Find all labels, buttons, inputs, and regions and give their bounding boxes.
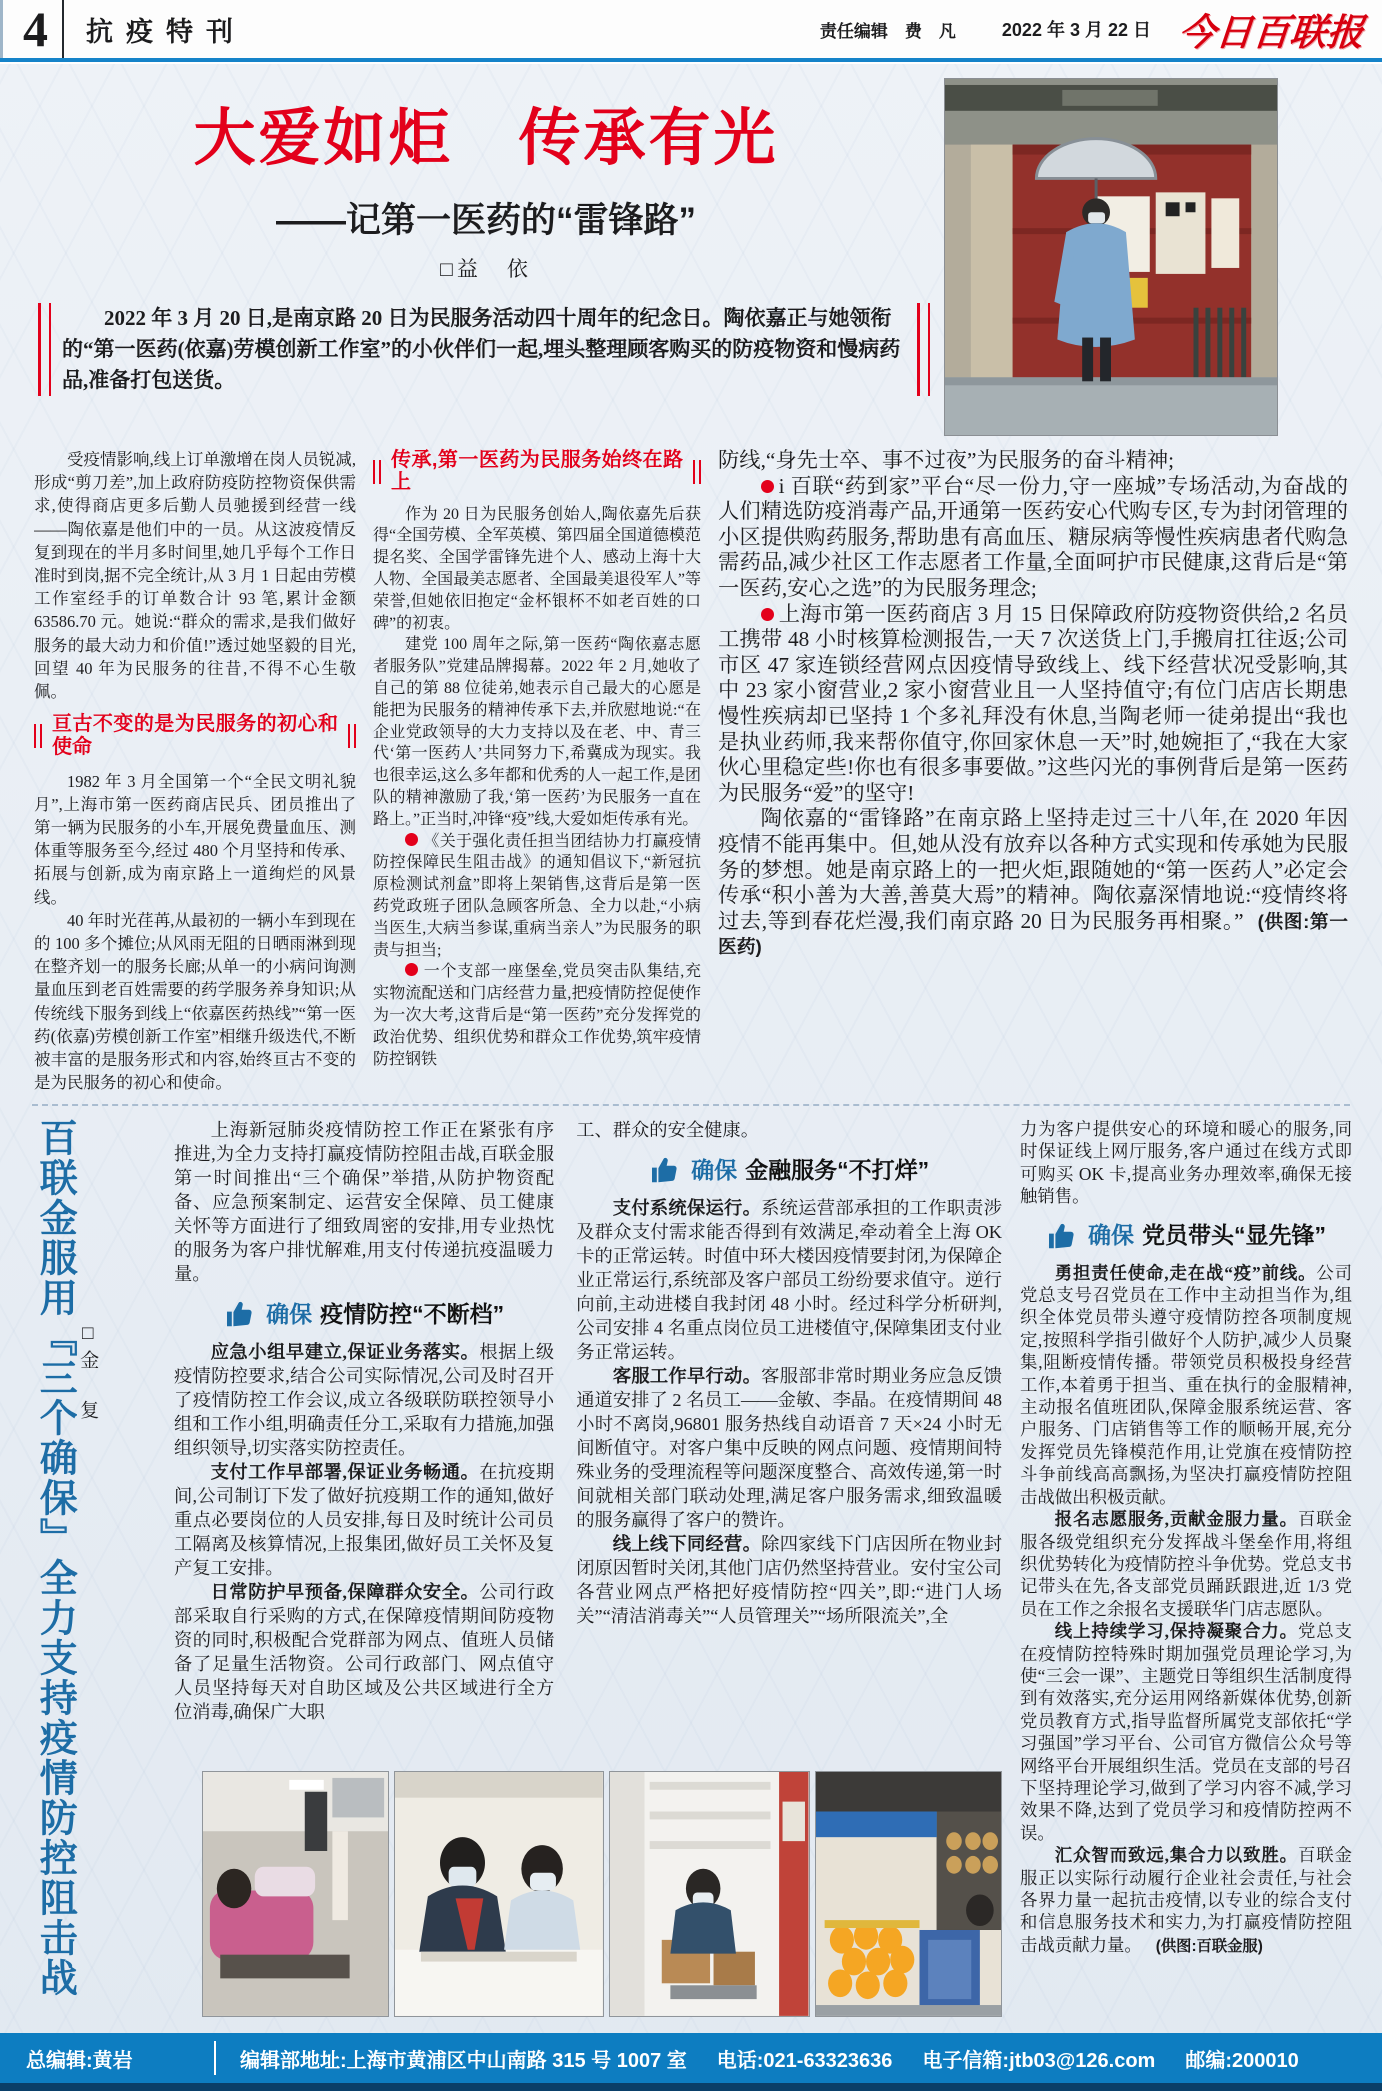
lede-paragraph: 2022 年 3 月 20 日,是南京路 20 日为民服务活动四十周年的纪念日。陶依嘉正与她领衔的“第一医药(依嘉)劳模创新工作室”的小伙伴们一起,埋头整理顾客购买的防疫物资和慢病药品,准备打包送货。 bbox=[36, 295, 932, 404]
photo-credit: (供图:百联金服) bbox=[1155, 1937, 1263, 1955]
red-bullet-icon bbox=[761, 608, 774, 621]
article1-column-2 bbox=[373, 448, 701, 1100]
footer-band bbox=[0, 2033, 1382, 2083]
author-byline: □益 依 bbox=[440, 257, 532, 281]
main-subtitle: ——记第一医药的“雷锋路” bbox=[275, 201, 696, 240]
paragraph: 建党 100 周年之际,第一医药“陶依嘉志愿者服务队”党建品牌揭幕。2022 年 2 月,她收了自己的第 88 位徒弟,她表示自己最大的心愿是能把为民服务的精神传承下去,并欣慰地说:“在企业党政领导的大力支持以及在老、中、青三代‘第一医药人’共同努力下,希冀成为现实。我也很幸运,这么多年都和优秀的人一起工作,是团队的精神激励了我,‘第一医药’为民服务一直在路上。”正当时,冲锋“疫”线,大爱如炬传承有光。 bbox=[373, 636, 702, 828]
article1-column-3 bbox=[718, 448, 1348, 1100]
paragraph: 应急小组早建立,保证业务落实。根据上级疫情防控要求,结合公司实际情况,公司及时召开了疫情防控工作会议,成立各级联防联控领导小组和工作小组,明确责任分工,采取有力措施,加强组织领导,切实落实防控责任。 bbox=[174, 1342, 555, 1458]
section-title: 抗疫特刊 bbox=[86, 16, 246, 47]
vertical-headline-block bbox=[34, 1118, 156, 2017]
page-header bbox=[0, 0, 1382, 58]
red-bullet-icon bbox=[761, 480, 774, 493]
paragraph: 支付系统保运行。系统运营部承担的工作职责涉及群众支付需求能否得到有效满足,牵动着全上海 OK 卡的正常运转。时值中环大楼因疫情要封闭,为保障企业正常运行,系统部及客户部员工纷纷要求值守。逆行向前,主动进楼自我封闭 48 小时。经过科学分析研判,公司安排 4 名重点岗位员工进楼值守,保障集团支付业务正常运转。 bbox=[576, 1198, 1002, 1362]
main-headline: 大爱如炬 传承有光 bbox=[193, 104, 779, 173]
paragraph: 报名志愿服务,贡献金服力量。百联金服各级党组织充分发挥战斗堡垒作用,将组织优势转化为疫情防控斗争优势。党总支书记带头在先,各支部党员踊跃跟进,近 1/3 党员在工作之余报名支援联华门店志愿队。 bbox=[1020, 1509, 1352, 1619]
photo-credit: (供图:第一医药) bbox=[718, 910, 1348, 958]
article2-column-2 bbox=[576, 1118, 1002, 1763]
page-number: 4 bbox=[13, 0, 64, 58]
paragraph: 40 年时光荏苒,从最初的一辆小车到现在的 100 多个摊位;从风雨无阻的日晒雨淋到现在整齐划一的服务长廊;从单一的小病问询测量血压到老百姓需要的药学服务养身知识;从传统线下服务到线上“依嘉医药热线”“第一医药(依嘉)劳模创新工作室”相继升级迭代,不断被丰富的是服务形式和内容,始终亘古不变的是为民服务的初心和使命。 bbox=[34, 910, 356, 1093]
crosshead-party-pioneer: 确保 党员带头“显先锋” bbox=[1020, 1220, 1352, 1252]
email-address: 电子信箱:jtb03@126.com bbox=[922, 2049, 1156, 2072]
paragraph: 受疫情影响,线上订单激增在岗人员锐减,形成“剪刀差”,加上政府防疫防控物资保供需求,使得商店更多后勤人员驰援到经营一线——陶依嘉是他们中的一员。从这波疫情反复到现在的半月多时间里,她几乎每个工作日准时到岗,据不完全统计,从 3 月 1 日起由劳模工作室经手的订单数合计 93 笔,累计金额 63586.70 元。她说:“群众的需求,是我们做好服务的最大动力和价值!”透过她坚毅的目光,回望 40 年为民服务的往昔,不得不心生敬佩。 bbox=[34, 450, 356, 702]
crosshead-bar-icon bbox=[348, 724, 356, 748]
paragraph: 作为 20 日为民服务创始人,陶依嘉先后获得“全国劳模、全军英模、第四届全国道德模范提名奖、全国学雷锋先进个人、感动上海十大人物、全国最美志愿者、全国最美退役军人”等荣誉,但她依旧抱定“金杯银杯不如老百姓的口碑”的初衷。 bbox=[373, 505, 701, 632]
paragraph: 线上线下同经营。除四家线下门店因所在物业封闭原因暂时关闭,其他门店仍然坚持营业。安付宝公司各营业网点严格把好疫情防控“四关”,即:“进门人场关”“清洁消毒关”“人员管理关”“场所限流关”,全 bbox=[576, 1534, 1002, 1626]
postal-code: 邮编:200010 bbox=[1185, 2049, 1299, 2072]
vertical-headline: 百联金服用『三个确保』全力支持疫情防控阻击战 bbox=[33, 1118, 76, 1998]
thumbs-up-icon bbox=[224, 1298, 258, 1330]
masthead-logo: 今日百联报 bbox=[1176, 13, 1366, 54]
footer-edge bbox=[0, 2083, 1382, 2091]
photo-supermarket-fruit bbox=[815, 1771, 1002, 2017]
section-divider bbox=[32, 1104, 1350, 1112]
page-footer bbox=[0, 2021, 1382, 2091]
photo-office-rest bbox=[202, 1771, 389, 2017]
chief-editor: 总编辑:黄岩 bbox=[26, 2049, 133, 2072]
paragraph: 日常防护早预备,保障群众安全。公司行政部采取自行采购的方式,在保障疫情期间防疫物资的同时,积极配合党群部为网点、值班人员储备了足量生活物资。公司行政部门、网点值守人员坚持每天对自助区域及公共区域进行全方位消毒,确保广大职 bbox=[174, 1582, 555, 1722]
photo-strip bbox=[202, 1771, 1002, 2017]
article2-column-1 bbox=[174, 1118, 554, 1763]
bullet-paragraph: 一个支部一座堡垒,党员突击队集结,充实物流配送和门店经营力量,把疫情防控促使作为一次大考,这背后是“第一医药”充分发挥党的政治优势、组织优势和群众工作优势,筑牢疫情防控钢铁 bbox=[373, 963, 701, 1068]
paragraph: 1982 年 3 月全国第一个“全民文明礼貌月”,上海市第一医药商店民兵、团员推出了第一辆为民服务的小车,开展免费量血压、测体重等服务至今,经过 480 个月坚持和传承、拓展与创新,成为南京路上一道绚烂的风景线。 bbox=[34, 771, 356, 907]
closing-paragraph: 汇众智而致远,集合力以致胜。百联金服正以实际行动履行企业社会责任,与社会各界力量一起抗击疫情,以专业的综合支付和信息服务技术和实力,为打赢疫情防控阻击战贡献力量。 (供图:百联金服) bbox=[1020, 1845, 1352, 1955]
paragraph: 上海新冠肺炎疫情防控工作正在紧张有序推进,为全力支持打赢疫情防控阻击战,百联金服第一时间推出“三个确保”举措,从防护物资配备、应急预案制定、运营安全保障、员工健康关怀等方面进行了细致周密的安排,用专业热忱的服务为客户排忧解难,用支付传递抗疫温暖力量。 bbox=[174, 1120, 555, 1284]
article1-column-1 bbox=[34, 448, 356, 1100]
article-pharmacy bbox=[0, 62, 1382, 1102]
photo-store-boxes bbox=[609, 1771, 809, 2017]
bullet-paragraph: 《关于强化责任担当团结协力打赢疫情防控保障民生阻击战》的通知倡议下,“新冠抗原检测试剂盒”即将上架销售,这背后是第一医药党政班子团队急顾客所急、全力以赴,“小病当医生,大病当参谋,重病当亲人”为民服务的职责与担当; bbox=[373, 832, 701, 959]
article2-column-3 bbox=[1020, 1118, 1352, 2017]
responsible-editor: 责任编辑 费 凡 bbox=[819, 21, 956, 41]
red-bullet-icon bbox=[405, 963, 418, 976]
editorial-address: 编辑部地址:上海市黄浦区中山南路 315 号 1007 室 bbox=[240, 2049, 687, 2072]
footer-divider bbox=[214, 2041, 216, 2075]
red-crosshead-2 bbox=[373, 450, 701, 494]
crosshead-epidemic-control: 确保 疫情防控“不断档” bbox=[174, 1298, 554, 1330]
paragraph: 客服工作早行动。客服部非常时期业务应急反馈通道安排了 2 名员工——金敏、李晶。在疫情期间 48 小时不离岗,96801 服务热线自动语音 7 天×24 小时无间断值守。对客户集中反映的网点问题、疫情期间特殊业务的受理流程等问题深度整合、高效传递,第一时间就相关部门联动处理,满足客户服务需求,细致温暖的服务赢得了客户的赞许。 bbox=[576, 1366, 1002, 1530]
issue-date: 2022 年 3 月 22 日 bbox=[1001, 20, 1151, 40]
article-finance bbox=[0, 1114, 1382, 2017]
crosshead-bar-icon bbox=[693, 460, 701, 484]
closing-paragraph: 陶依嘉的“雷锋路”在南京路上坚持走过三十八年,在 2020 年因疫情不能再集中。但,她从没有放弃以各种方式实现和传承她为民服务的梦想。她是南京路上的一把火炬,跟随她的“第一医药人”必定会传承“积小善为大善,善莫大焉”的精神。陶依嘉深情地说:“疫情终将过去,等到春花烂漫,我们南京路 20 日为民服务再相聚。” (供图:第一医药) bbox=[718, 806, 1348, 958]
red-bullet-icon bbox=[405, 833, 418, 846]
crosshead-text: 亘古不变的是为民服务的初心和使命 bbox=[52, 713, 338, 759]
vertical-author-byline: □金 复 bbox=[77, 1323, 99, 1425]
paragraph: 支付工作早部署,保证业务畅通。在抗疫期间,公司制订下发了做好抗疫期工作的通知,做好重点必要岗位的人员安排,每日及时统计公司员工隔离及核算情况,上报集团,做好员工关怀及复产复工安排。 bbox=[174, 1462, 555, 1578]
bullet-paragraph: i 百联“药到家”平台“尽一份力,守一座城”专场活动,为奋战的人们精选防疫消毒产品,开通第一医药安心代购专区,专为封闭管理的小区提供购药服务,帮助患有高血压、糖尿病等慢性疾病患者代购急需药品,减少社区工作志愿者工作量,全面呵护市民健康,这背后是“第一医药,安心之选”的为民服务理念; bbox=[718, 473, 1348, 600]
continuation-paragraph: 工、群众的安全健康。 bbox=[576, 1120, 759, 1140]
paragraph: 线上持续学习,保持凝聚合力。党总支在疫情防控特殊时期加强党员理论学习,为使“三会一课”、主题党日等组织生活制度得到有效落实,充分运用网络新媒体优势,创新党员教育方式,指导监督所属党支部依托“学习强国”学习平台、公司官方微信公众号等网络平台开展组织生活。党员在支部的号召下坚持理论学习,做到了学习内容不减,学习效果不降,达到了党员学习和疫情防控两不误。 bbox=[1020, 1621, 1352, 1843]
continuation-paragraph: 防线,“身先士卒、事不过夜”为民服务的奋斗精神; bbox=[718, 448, 1175, 472]
phone-number: 电话:021-63323636 bbox=[716, 2049, 893, 2072]
crosshead-bar-icon bbox=[34, 724, 42, 748]
photo-service-counter bbox=[394, 1771, 604, 2017]
crosshead-bar-icon bbox=[373, 460, 381, 484]
bullet-paragraph: 上海市第一医药商店 3 月 15 日保障政府防疫物资供给,2 名员工携带 48 小时核算检测报告,一天 7 次送货上门,手搬肩扛往返;公司市区 47 家连锁经营网点因疫情导致线上、线下经营状况受影响,其中 23 家小窗营业,2 家小窗营业且一人坚持值守;有位门店店长期患慢性疾病却已坚持 1 个多礼拜没有休息,当陶老师一徒弟提出“我也是执业药师,我来帮你值守,你回家休息一天”时,她婉拒了,“我在大家伙心里稳定些!你也有很多事要做。”这些闪光的事例背后是第一医药为民服务“爱”的坚守! bbox=[718, 601, 1348, 805]
paragraph: 勇担责任使命,走在战“疫”前线。公司党总支号召党员在工作中主动担当作为,组织全体党员带头遵守疫情防控各项制度规定,按照科学指引做好个人防护,减少人员聚集,阻断疫情传播。带领党员积极投身经营工作,本着勇于担当、重在执行的金服精神,主动报名值班团队,保障金服系统运营、客户服务、门店销售等工作的顺畅开展,充分发挥党员先锋模范作用,让党旗在疫情防控斗争前线高高飘扬,为坚决打赢疫情防控阻击战做出积极贡献。 bbox=[1020, 1262, 1352, 1507]
continuation-paragraph: 力为客户提供安心的环境和暖心的服务,同时保证线上网厅服务,客户通过在线方式即可购买 OK 卡,提高业务办理效率,确保无接触销售。 bbox=[1020, 1119, 1352, 1207]
crosshead-financial-service: 确保 金融服务“不打烊” bbox=[576, 1154, 1002, 1186]
photo-volunteer-umbrella bbox=[944, 78, 1278, 436]
thumbs-up-icon bbox=[649, 1154, 683, 1186]
thumbs-up-icon bbox=[1046, 1220, 1080, 1252]
photo-volunteer-umbrella-art bbox=[945, 79, 1277, 435]
crosshead-text: 传承,第一医药为民服务始终在路上 bbox=[391, 449, 683, 493]
red-crosshead-1 bbox=[34, 713, 356, 759]
